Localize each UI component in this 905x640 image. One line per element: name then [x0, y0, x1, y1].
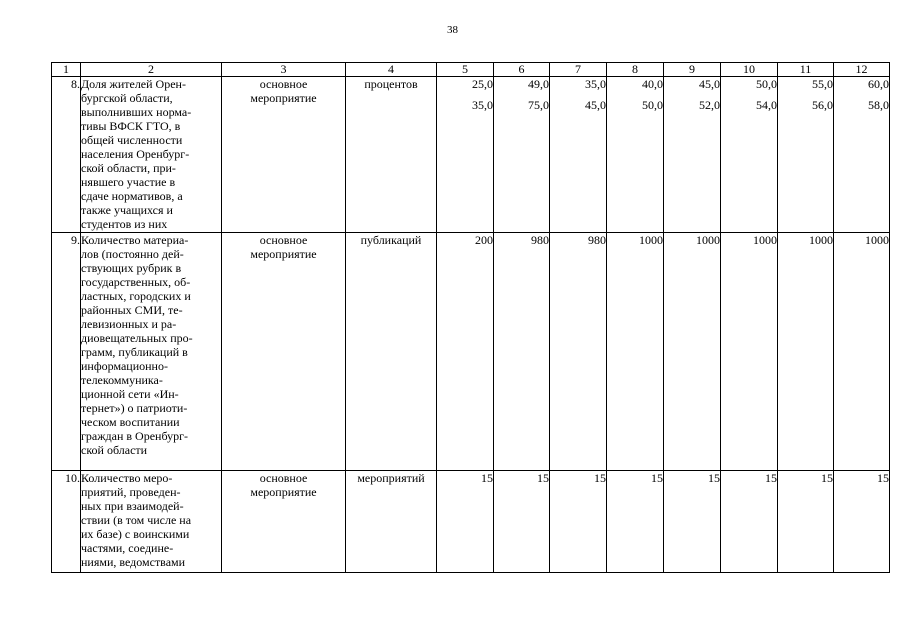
value-cell: [437, 233, 494, 471]
table-row: [52, 471, 890, 573]
description-line: бургской области,: [81, 91, 173, 105]
type-line: мероприятие: [250, 485, 317, 499]
value: 45,0: [585, 98, 606, 112]
value: 54,0: [756, 98, 777, 112]
type-line: мероприятие: [250, 91, 317, 105]
description-line: ниями, ведомствами: [81, 555, 186, 569]
unit-of-measure: процентов: [346, 77, 437, 233]
column-header: 3: [222, 63, 346, 77]
description-line: информационно-: [81, 359, 168, 373]
indicators-table: [51, 62, 890, 573]
description-line: ской области: [81, 443, 148, 457]
value-cell: [494, 471, 550, 573]
description-line: тернет») о патриоти-: [81, 401, 188, 415]
description-line: Количество меро-: [81, 471, 173, 485]
description-line: тивы ВФСК ГТО, в: [81, 119, 181, 133]
value: 980: [531, 233, 549, 247]
description-line: грамм, публикаций в: [81, 345, 188, 359]
column-header: 1: [52, 63, 81, 77]
value-cell: [834, 77, 890, 233]
description-line: ской области, при-: [81, 161, 176, 175]
value: 56,0: [812, 98, 833, 112]
column-header: 9: [664, 63, 721, 77]
value: 50,0: [756, 77, 777, 91]
column-header: 2: [81, 63, 222, 77]
value-cell: [607, 77, 664, 233]
value: 75,0: [528, 98, 549, 112]
value-cell: [494, 77, 550, 233]
value: 1000: [696, 233, 720, 247]
value-cell: [664, 233, 721, 471]
value: 1000: [753, 233, 777, 247]
value: 40,0: [642, 77, 663, 91]
value: 15: [821, 471, 833, 485]
value: 15: [651, 471, 663, 485]
indicator-type: [222, 77, 346, 233]
value-cell: [550, 471, 607, 573]
value-cell: [437, 471, 494, 573]
type-line: основное: [259, 233, 308, 247]
unit-of-measure: мероприятий: [346, 471, 437, 573]
indicator-description: [81, 471, 222, 573]
description-line: ционной сети «Ин-: [81, 387, 179, 401]
value: 52,0: [699, 98, 720, 112]
value-cell: [607, 471, 664, 573]
value: 1000: [865, 233, 889, 247]
description-line: студентов из них: [81, 217, 168, 231]
value-cell: [834, 471, 890, 573]
value: 35,0: [472, 98, 493, 112]
column-header: 11: [778, 63, 834, 77]
description-line: населения Оренбург-: [81, 147, 190, 161]
description-line: также учащихся и: [81, 203, 173, 217]
description-line: ных при взаимодей-: [81, 499, 184, 513]
column-header: 6: [494, 63, 550, 77]
value: 45,0: [699, 77, 720, 91]
value-cell: [550, 233, 607, 471]
value: 15: [765, 471, 777, 485]
row-number: 8.: [52, 77, 81, 233]
type-line: мероприятие: [250, 247, 317, 261]
value: 15: [481, 471, 493, 485]
table-header-row: [52, 63, 890, 77]
value: 35,0: [585, 77, 606, 91]
row-number: 9.: [52, 233, 81, 471]
column-header: 8: [607, 63, 664, 77]
description-line: нявшего участие в: [81, 175, 176, 189]
value-cell: [778, 77, 834, 233]
type-line: основное: [259, 471, 308, 485]
value-cell: [607, 233, 664, 471]
description-line: левизионных и ра-: [81, 317, 177, 331]
value-cell: [721, 233, 778, 471]
value-cell: [437, 77, 494, 233]
value-cell: [494, 233, 550, 471]
value: 15: [877, 471, 889, 485]
description-line: ластных, городских и: [81, 289, 191, 303]
column-header: 10: [721, 63, 778, 77]
description-line: общей численности: [81, 133, 183, 147]
unit-of-measure: публикаций: [346, 233, 437, 471]
description-line: районных СМИ, те-: [81, 303, 183, 317]
value-cell: [778, 233, 834, 471]
value: 55,0: [812, 77, 833, 91]
value-cell: [550, 77, 607, 233]
value: 15: [537, 471, 549, 485]
column-header: 4: [346, 63, 437, 77]
description-line: ствующих рубрик в: [81, 261, 182, 275]
column-header: 5: [437, 63, 494, 77]
value-cell: [664, 77, 721, 233]
value: 980: [588, 233, 606, 247]
indicator-type: [222, 233, 346, 471]
value: 58,0: [868, 98, 889, 112]
description-line: сдаче нормативов, а: [81, 189, 183, 203]
indicator-description: [81, 77, 222, 233]
table-row: [52, 77, 890, 233]
row-number: 10.: [52, 471, 81, 573]
description-line: ческом воспитании: [81, 415, 180, 429]
description-line: ствии (в том числе на: [81, 513, 192, 527]
description-line: государственных, об-: [81, 275, 191, 289]
indicator-description: [81, 233, 222, 471]
page-number: 38: [447, 24, 458, 36]
value: 60,0: [868, 77, 889, 91]
value: 25,0: [472, 77, 493, 91]
description-line: их базе) с воинскими: [81, 527, 190, 541]
value: 15: [594, 471, 606, 485]
description-line: лов (постоянно дей-: [81, 247, 184, 261]
description-line: телекоммуника-: [81, 373, 163, 387]
value: 200: [475, 233, 493, 247]
value-cell: [721, 471, 778, 573]
description-line: Количество материа-: [81, 233, 189, 247]
value: 50,0: [642, 98, 663, 112]
column-header: 7: [550, 63, 607, 77]
description-line: граждан в Оренбург-: [81, 429, 189, 443]
value-cell: [778, 471, 834, 573]
value-cell: [721, 77, 778, 233]
value: 49,0: [528, 77, 549, 91]
description-line: приятий, проведен-: [81, 485, 181, 499]
value: 1000: [639, 233, 663, 247]
type-line: основное: [259, 77, 308, 91]
description-line: выполнивших норма-: [81, 105, 192, 119]
value-cell: [664, 471, 721, 573]
value-cell: [834, 233, 890, 471]
description-line: Доля жителей Орен-: [81, 77, 186, 91]
column-header: 12: [834, 63, 890, 77]
value: 1000: [809, 233, 833, 247]
table-row: [52, 233, 890, 471]
indicator-type: [222, 471, 346, 573]
description-line: диовещательных про-: [81, 331, 193, 345]
description-line: частями, соедине-: [81, 541, 174, 555]
value: 15: [708, 471, 720, 485]
